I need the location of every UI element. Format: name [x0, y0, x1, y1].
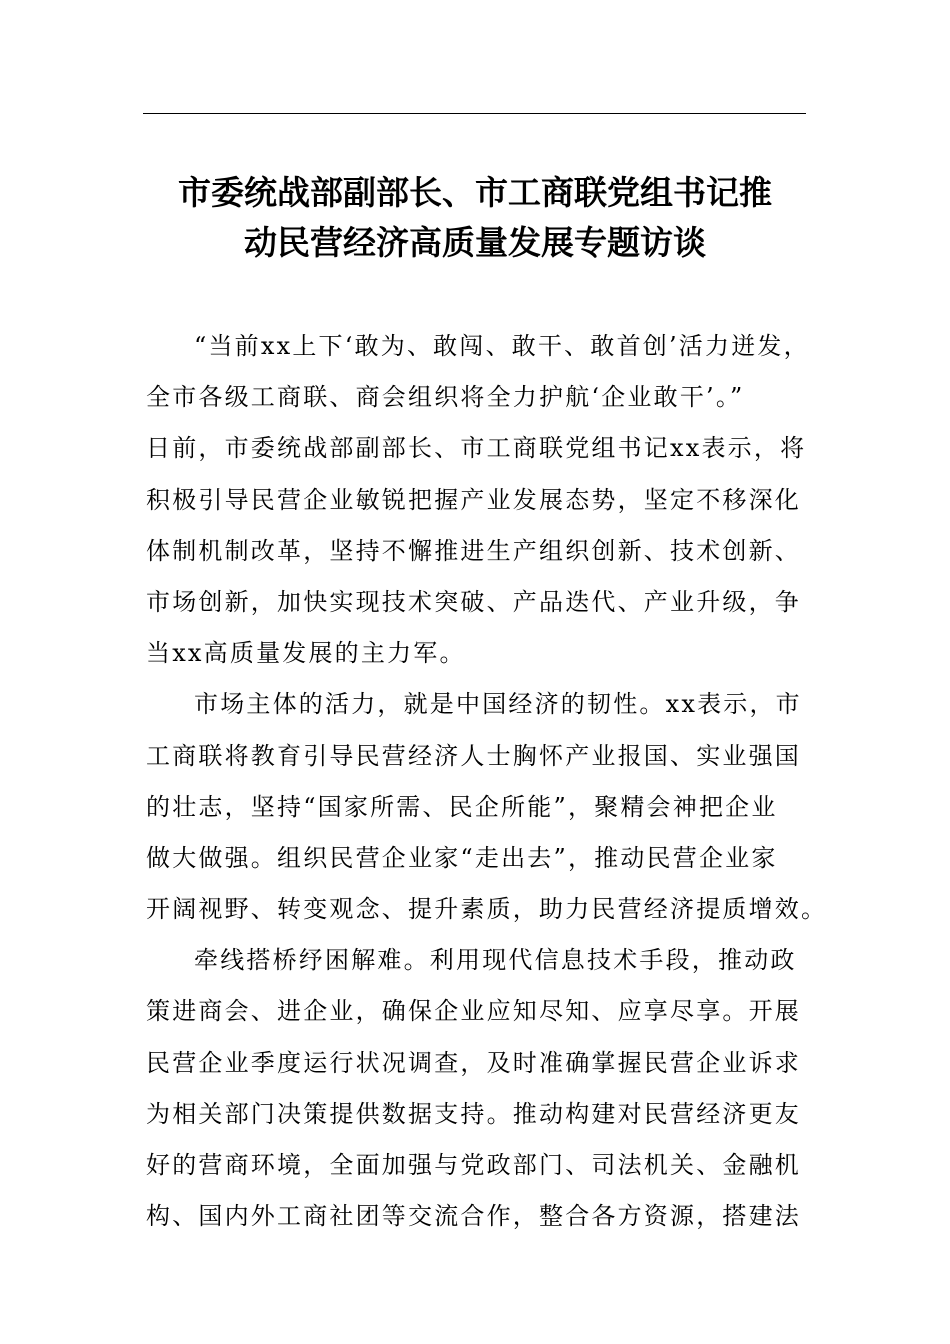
text-line: 民营企业季度运行状况调查，及时准确掌握民营企业诉求 — [146, 1048, 801, 1077]
text-line: 工商联将教育引导民营经济人士胸怀产业报国、实业强国 — [146, 741, 801, 770]
text-line: 市场主体的活力，就是中国经济的韧性。xx表示，市 — [194, 690, 802, 719]
text-line: 的壮志，坚持“国家所需、民企所能”，聚精会神把企业 — [146, 792, 778, 821]
title-line: 动民营经济高质量发展专题访谈 — [244, 223, 706, 262]
document-title — [120, 168, 830, 268]
text-line: 日前，市委统战部副部长、市工商联党组书记xx表示，将 — [146, 434, 807, 463]
paragraph-2 — [146, 679, 828, 935]
text-line: 开阔视野、转变观念、提升素质，助力民营经济提质增效。 — [146, 895, 828, 924]
text-line: 为相关部门决策提供数据支持。推动构建对民营经济更友 — [146, 1099, 801, 1128]
text-line: 做大做强。组织民营企业家“走出去”，推动民营企业家 — [146, 843, 778, 872]
text-line: 体制机制改革，坚持不懈推进生产组织创新、技术创新、 — [146, 536, 801, 565]
text-line: 策进商会、进企业，确保企业应知尽知、应享尽享。开展 — [146, 997, 801, 1026]
paragraph-1 — [146, 321, 808, 679]
text-line: “当前xx上下‘敢为、敢闯、敢干、敢首创’活力迸发， — [194, 332, 810, 360]
header-rule — [143, 113, 806, 114]
paragraph-3 — [146, 935, 808, 1242]
text-line: 积极引导民营企业敏锐把握产业发展态势，坚定不移深化 — [146, 485, 801, 514]
text-line: 好的营商环境，全面加强与党政部门、司法机关、金融机 — [146, 1151, 801, 1179]
document-body — [146, 321, 828, 1242]
title-line: 市委统战部副部长、市工商联党组书记推 — [178, 173, 772, 212]
text-line: 市场创新，加快实现技术突破、产品迭代、产业升级，争 — [146, 587, 801, 616]
text-line: 全市各级工商联、商会组织将全力护航‘企业敢干’。” — [146, 383, 745, 412]
text-line: 牵线搭桥纾困解难。利用现代信息技术手段，推动政 — [194, 946, 797, 975]
text-line: 构、国内外工商社团等交流合作，整合各方资源，搭建法 — [146, 1202, 801, 1231]
text-line: 当xx高质量发展的主力军。 — [146, 639, 466, 668]
